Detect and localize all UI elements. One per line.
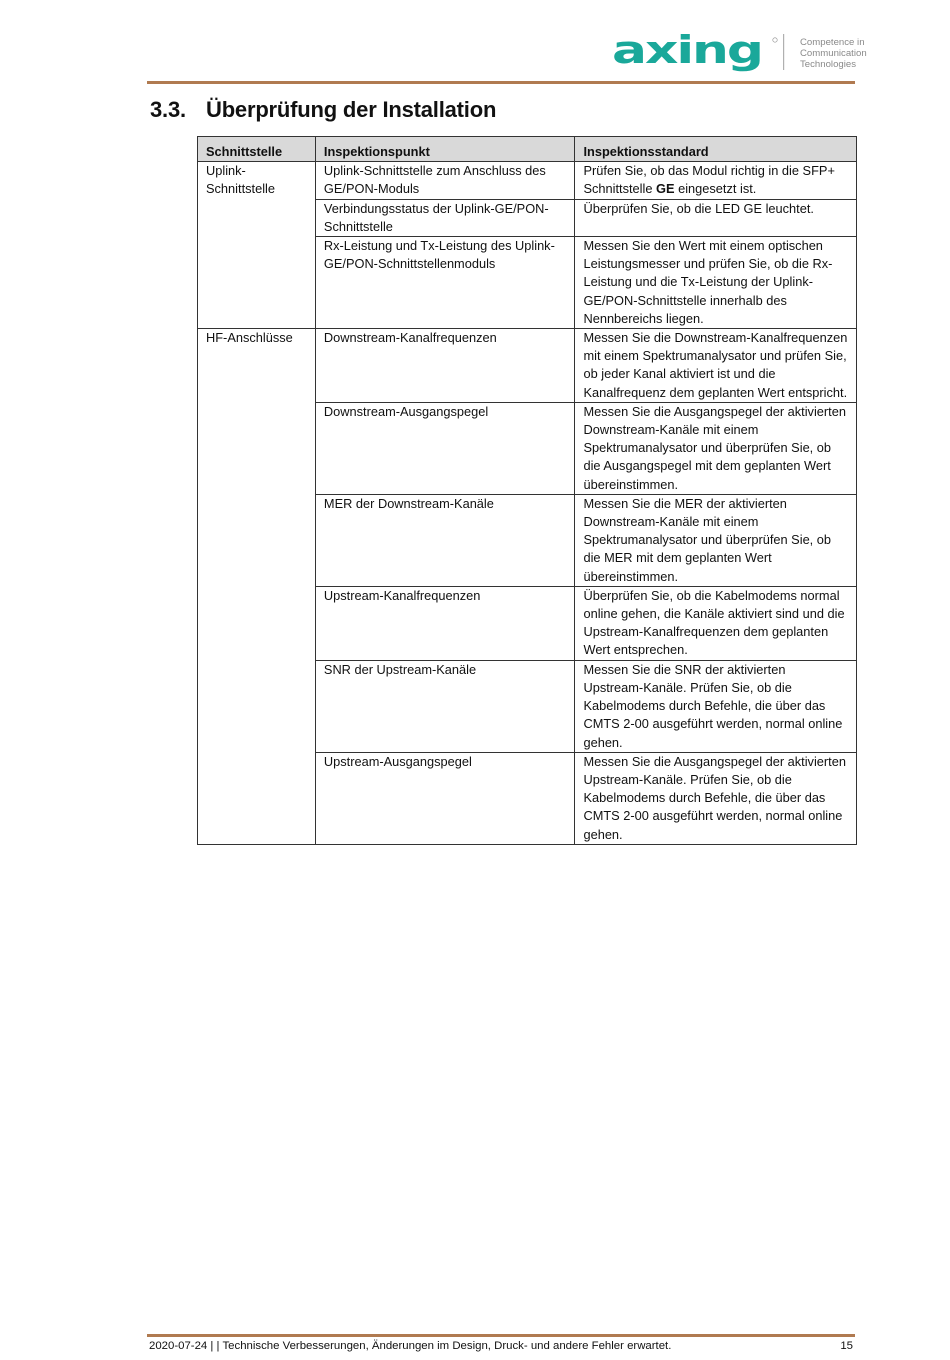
section-number: 3.3.: [150, 97, 186, 122]
table-header-row: [198, 137, 857, 162]
standard-text: Prüfen Sie, ob das Modul richtig in die SFP+ Schnittstelle: [583, 163, 835, 197]
column-header-interface: Schnittstelle: [198, 137, 316, 162]
tagline-line-2: Communication: [800, 48, 867, 59]
section-title: Überprüfung der Installation: [206, 97, 497, 122]
footer-divider: [147, 1334, 855, 1337]
inspection-point-cell: MER der Downstream-Kanäle: [315, 494, 575, 586]
inspection-point-cell: Rx-Leistung und Tx-Leistung des Uplink-GE/PON-Schnittstellenmoduls: [315, 237, 575, 329]
inspection-point-cell: Upstream-Ausgangspegel: [315, 752, 575, 844]
interface-cell-uplink: Uplink-Schnittstelle: [198, 162, 316, 329]
tagline-line-3: Technologies: [800, 59, 857, 70]
inspection-table: [197, 136, 857, 845]
inspection-standard-cell: Messen Sie die Ausgangspegel der aktivierten Upstream-Kanäle. Prüfen Sie, ob die Kabelmodems durch Befehle, die über das CMTS 2-00 ausgeführt werden, normal online gehen.: [575, 752, 857, 844]
inspection-standard-cell: [575, 162, 857, 199]
inspection-standard-cell: Messen Sie die SNR der aktivierten Upstream-Kanäle. Prüfen Sie, ob die Kabelmodems durch Befehle, die über das CMTS 2-00 ausgeführt werden, normal online gehen.: [575, 660, 857, 752]
section-heading: [150, 97, 496, 123]
standard-text: eingesetzt ist.: [674, 181, 757, 197]
logo-tagline: [800, 37, 867, 70]
column-header-inspection-point: Inspektionspunkt: [315, 137, 575, 162]
inspection-point-cell: Downstream-Kanalfrequenzen: [315, 329, 575, 403]
interface-cell-hf: HF-Anschlüsse: [198, 329, 316, 845]
header-divider: [147, 81, 855, 84]
page-number: 15: [840, 1340, 853, 1352]
table-row: [198, 329, 857, 403]
inspection-point-cell: Downstream-Ausgangspegel: [315, 402, 575, 494]
column-header-inspection-standard: Inspektionsstandard: [575, 137, 857, 162]
tagline-line-1: Competence in: [800, 37, 865, 48]
inspection-standard-cell: Messen Sie die Ausgangspegel der aktivierten Downstream-Kanäle mit einem Spektrumanalysator und überprüfen Sie, ob die Ausgangspegel mit dem geplanten Wert übereinstimmen.: [575, 402, 857, 494]
logo-wordmark: axing: [612, 33, 762, 72]
inspection-standard-cell: Messen Sie die MER der aktivierten Downstream-Kanäle mit einem Spektrumanalysator und überprüfen Sie, ob die MER mit dem geplanten Wert übereinstimmen.: [575, 494, 857, 586]
inspection-standard-cell: Überprüfen Sie, ob die LED GE leuchtet.: [575, 199, 857, 236]
standard-bold-term: GE: [656, 181, 675, 197]
brand-logo: [612, 33, 867, 75]
footer-text: 2020-07-24 | | Technische Verbesserungen, Änderungen im Design, Druck- und andere Fehler erwartet.: [149, 1340, 672, 1352]
inspection-standard-cell: Messen Sie den Wert mit einem optischen Leistungsmesser und prüfen Sie, ob die Rx-Leistung und die Tx-Leistung der Uplink-GE/PON-Schnittstelle innerhalb des Nennbereichs liegen.: [575, 237, 857, 329]
inspection-standard-cell: Messen Sie die Downstream-Kanalfrequenzen mit einem Spektrumanalysator und prüfen Sie, ob jeder Kanal aktiviert ist und die Kanalfrequenz dem geplanten Wert entspricht.: [575, 329, 857, 403]
page-footer: [149, 1340, 853, 1352]
inspection-standard-cell: Überprüfen Sie, ob die Kabelmodems normal online gehen, die Kanäle aktiviert sind und die Upstream-Kanalfrequenzen dem geplanten Wert entsprechen.: [575, 586, 857, 660]
inspection-point-cell: SNR der Upstream-Kanäle: [315, 660, 575, 752]
inspection-point-cell: Upstream-Kanalfrequenzen: [315, 586, 575, 660]
inspection-point-cell: Uplink-Schnittstelle zum Anschluss des GE/PON-Moduls: [315, 162, 575, 199]
table-row: [198, 162, 857, 199]
inspection-point-cell: Verbindungsstatus der Uplink-GE/PON-Schnittstelle: [315, 199, 575, 236]
axing-logo-icon: [612, 33, 792, 75]
